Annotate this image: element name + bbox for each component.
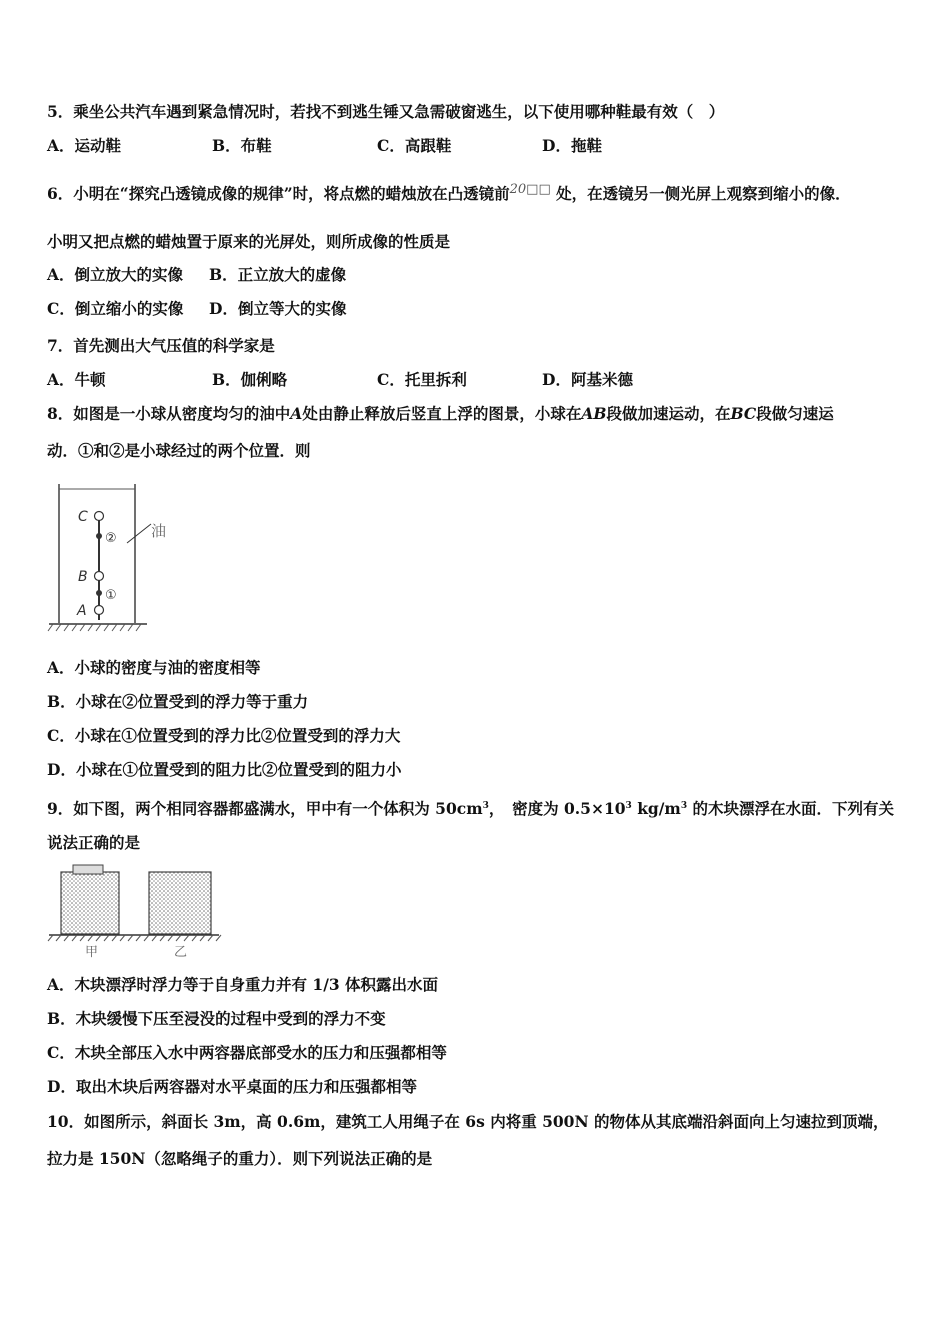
q6-distance-mark: 20□□ [509,182,551,197]
q9-sup-3: 3 [680,801,688,811]
q5-option-b: B．布鞋 [212,136,272,155]
q8-segment-bc: BC [730,404,757,423]
q9-stem-line2: 说法正确的是 [47,833,141,852]
label-jia: 甲 [85,945,99,960]
q8-option-a: A．小球的密度与油的密度相等 [47,658,261,677]
q9-stem-line1 [47,796,894,819]
q6-option-c: C．倒立缩小的实像 [47,299,184,318]
q9-option-b: B．木块缓慢下压至浸没的过程中受到的浮力不变 [47,1009,386,1028]
table-hatching [48,935,221,941]
q7-stem: 7．首先测出大气压值的科学家是 [47,336,275,355]
label-position-1: ① [105,588,117,603]
q8-stem-line2: 动．①和②是小球经过的两个位置．则 [47,441,311,460]
q8-stem-part4: 段做匀速运 [756,404,834,423]
label-c: C [78,509,88,525]
label-yi: 乙 [174,945,188,960]
q5-option-c: C．高跟鞋 [377,136,452,155]
q5-stem: 5．乘坐公共汽车遇到紧急情况时，若找不到逃生锤又急需破窗逃生，以下使用哪种鞋最有效（ ） [47,102,725,121]
label-a: A [77,603,87,619]
q5-option-d: D．拖鞋 [542,136,602,155]
q8-point-a: A [290,404,303,423]
ball-position-2 [96,533,102,539]
container-yi [149,872,211,934]
wood-block [73,865,103,874]
oil-pointer-line [127,524,151,543]
q8-oil-figure [47,480,182,635]
q7-option-c: C．托里拆利 [377,370,467,389]
ball-position-c [95,512,104,521]
q10-stem-line1: 10．如图所示，斜面长 3m，高 0.6m，建筑工人用绳子在 6s 内将重 500N 的物体从其底端沿斜面向上匀速拉到顶端， [47,1112,889,1131]
q9-stem-part4: 的木块漂浮在水面．下列有关 [687,799,895,819]
q9-option-d: D．取出木块后两容器对水平桌面的压力和压强都相等 [47,1077,417,1096]
q5-option-a: A．运动鞋 [47,136,122,155]
q6-stem-line1 [47,184,851,206]
q9-option-c: C．木块全部压入水中两容器底部受水的压力和压强都相等 [47,1043,447,1062]
q9-sup-1: 3 [482,801,489,811]
q7-option-b: B．伽俐略 [212,370,288,389]
q6-option-b: B．正立放大的虚像 [209,265,347,284]
q10-stem-line2: 拉力是 150N（忽略绳子的重力）．则下列说法正确的是 [47,1149,433,1168]
q6-stem-line2: 小明又把点燃的蜡烛置于原来的光屏处，则所成像的性质是 [47,232,451,251]
q8-option-c: C．小球在①位置受到的浮力比②位置受到的浮力大 [47,726,401,745]
q8-stem-part3: 段做加速运动，在 [606,404,731,423]
q9-stem-part3: kg/m [631,799,681,819]
label-position-2: ② [105,531,117,546]
q6-stem-part-a: 6．小明在“探究凸透镜成像的规律”时，将点燃的蜡烛放在凸透镜前 [47,184,510,203]
q8-option-b: B．小球在②位置受到的浮力等于重力 [47,692,309,711]
label-oil: 油 [151,522,167,540]
ball-position-b [95,572,104,581]
q8-stem-part1: 8．如图是一小球从密度均匀的油中 [47,404,291,423]
q8-option-d: D．小球在①位置受到的阻力比②位置受到的阻力小 [47,760,402,779]
q9-option-a: A．木块漂浮时浮力等于自身重力并有 1/3 体积露出水面 [47,975,439,994]
label-b: B [78,569,88,585]
q8-stem-part2: 处由静止释放后竖直上浮的图景，小球在 [302,404,582,423]
q6-option-a: A．倒立放大的实像 [47,265,184,284]
q8-stem-line1 [47,404,834,424]
container-jia [61,872,119,934]
q9-sup-2: 3 [625,801,632,811]
q7-option-a: A．牛顿 [47,370,106,389]
q9-stem-part1: 9．如下图，两个相同容器都盛满水，甲中有一个体积为 50cm [47,799,483,819]
ball-position-a [95,606,104,615]
q9-containers-figure [47,862,227,962]
q6-stem-part-b: 处，在透镜另一侧光屏上观察到缩小的像． [556,184,851,203]
ground-hatching [48,624,141,631]
q8-segment-ab: AB [581,404,607,423]
q9-stem-part2: ， 密度为 0.5×10 [488,799,626,819]
q7-option-d: D．阿基米德 [542,370,633,389]
q6-option-d: D．倒立等大的实像 [209,299,347,318]
ball-position-1 [96,590,102,596]
